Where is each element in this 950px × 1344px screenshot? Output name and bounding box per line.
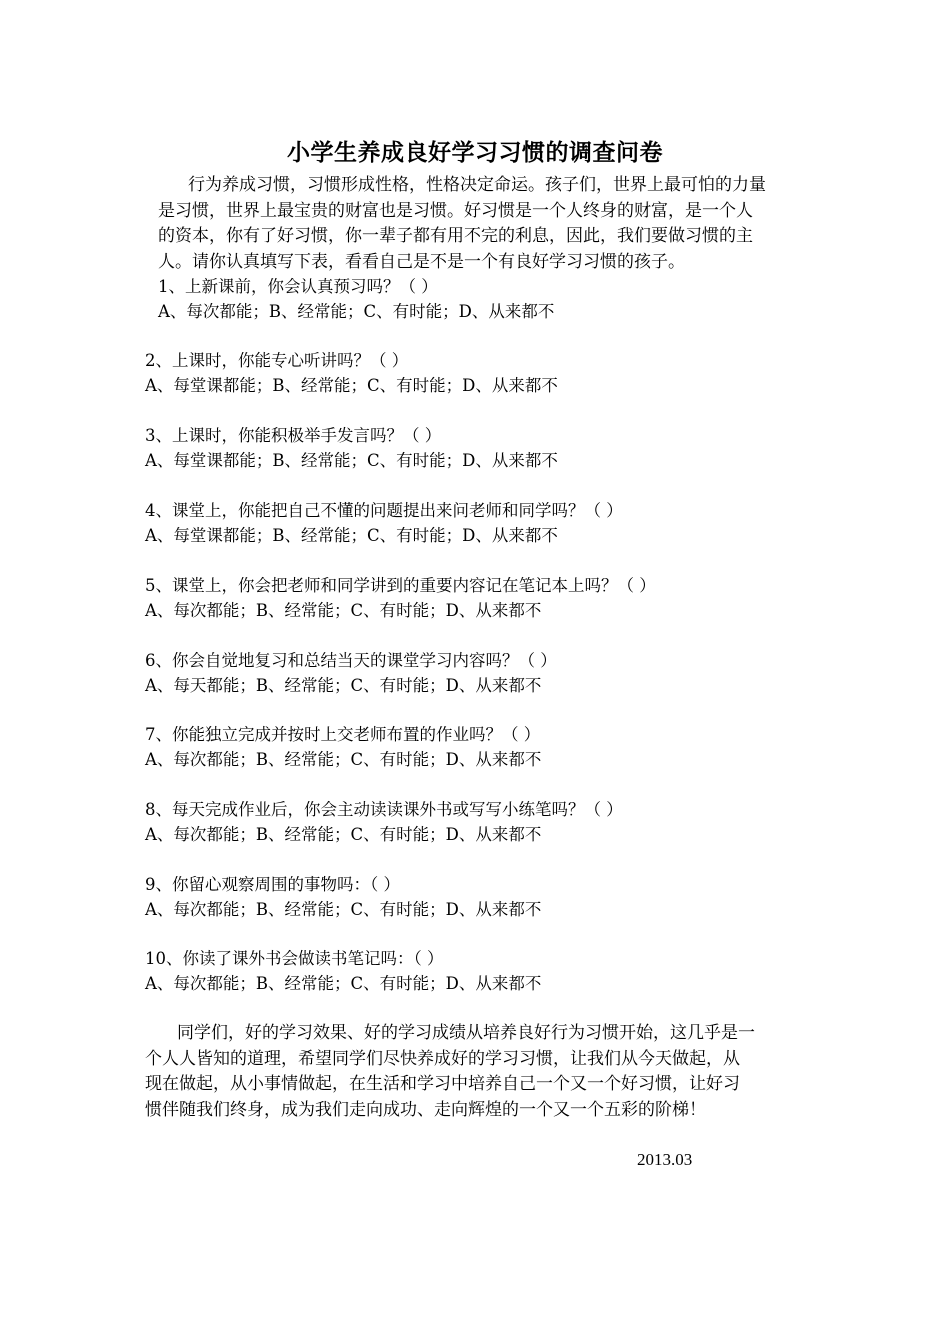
question-text: 4、课堂上，你能把自己不懂的问题提出来问老师和同学吗？（ ）: [145, 501, 623, 520]
question-6: [145, 648, 557, 698]
question-text: 2、上课时，你能专心听讲吗？（ ）: [145, 351, 409, 370]
intro-line: 的资本，你有了好习惯，你一辈子都有用不完的利息，因此，我们要做习惯的主: [158, 226, 753, 246]
question-7: [145, 722, 541, 772]
question-text: 8、每天完成作业后，你会主动读读课外书或写写小练笔吗？（ ）: [145, 800, 623, 819]
intro-line: 人。请你认真填写下表，看看自己是不是一个有良好学习习惯的孩子。: [158, 251, 685, 272]
document-date: 2013.03: [637, 1150, 693, 1169]
question-text: 6、你会自觉地复习和总结当天的课堂学习内容吗？（ ）: [145, 651, 557, 670]
answer-options: A、每堂课都能；B、经常能；C、有时能；D、从来都不: [145, 526, 558, 545]
closing-line: 个人人皆知的道理，希望同学们尽快养成好的学习习惯，让我们从今天做起，从: [145, 1048, 740, 1069]
answer-options: A、每次都能；B、经常能；C、有时能；D、从来都不: [158, 302, 555, 321]
answer-options: A、每堂课都能；B、经常能；C、有时能；D、从来都不: [145, 451, 558, 470]
answer-options: A、每堂课都能；B、经常能；C、有时能；D、从来都不: [145, 376, 558, 395]
answer-options: A、每天都能；B、经常能；C、有时能；D、从来都不: [145, 676, 542, 695]
closing-line: 惯伴随我们终身，成为我们走向成功、走向辉煌的一个又一个五彩的阶梯！: [145, 1099, 706, 1120]
answer-options: A、每次都能；B、经常能；C、有时能；D、从来都不: [145, 900, 542, 919]
intro-line: 是习惯，世界上最宝贵的财富也是习惯。好习惯是一个人终身的财富，是一个人: [158, 200, 753, 221]
question-text: 10、你读了课外书会做读书笔记吗：（ ）: [145, 949, 444, 968]
intro-line: 行为养成习惯，习惯形成性格，性格决定命运。孩子们，世界上最可怕的力量: [188, 175, 766, 195]
question-3: [145, 423, 558, 473]
page-title: 小学生养成良好学习习惯的调查问卷: [287, 140, 663, 166]
answer-options: A、每次都能；B、经常能；C、有时能；D、从来都不: [145, 825, 542, 844]
answer-options: A、每次都能；B、经常能；C、有时能；D、从来都不: [145, 750, 542, 769]
question-text: 7、你能独立完成并按时上交老师布置的作业吗？（ ）: [145, 725, 541, 744]
question-text: 3、上课时，你能积极举手发言吗？（ ）: [145, 426, 442, 445]
question-text: 9、你留心观察周围的事物吗：（ ）: [145, 875, 400, 894]
intro-paragraph: [158, 173, 808, 275]
question-1: [158, 274, 554, 324]
question-5: [145, 573, 656, 623]
answer-options: A、每次都能；B、经常能；C、有时能；D、从来都不: [145, 974, 542, 993]
closing-paragraph: [145, 1021, 810, 1123]
question-8: [145, 797, 623, 847]
question-text: 5、课堂上，你会把老师和同学讲到的重要内容记在笔记本上吗？（ ）: [145, 576, 656, 595]
question-9: [145, 872, 541, 922]
closing-line: 现在做起，从小事情做起，在生活和学习中培养自己一个又一个好习惯，让好习: [145, 1074, 740, 1094]
question-4: [145, 498, 623, 548]
question-10: [145, 946, 541, 996]
question-2: [145, 348, 558, 398]
question-text: 1、上新课前，你会认真预习吗？（ ）: [158, 277, 438, 296]
closing-line: 同学们，好的学习效果、好的学习成绩从培养良好行为习惯开始，这几乎是一: [177, 1023, 755, 1043]
answer-options: A、每次都能；B、经常能；C、有时能；D、从来都不: [145, 601, 542, 620]
